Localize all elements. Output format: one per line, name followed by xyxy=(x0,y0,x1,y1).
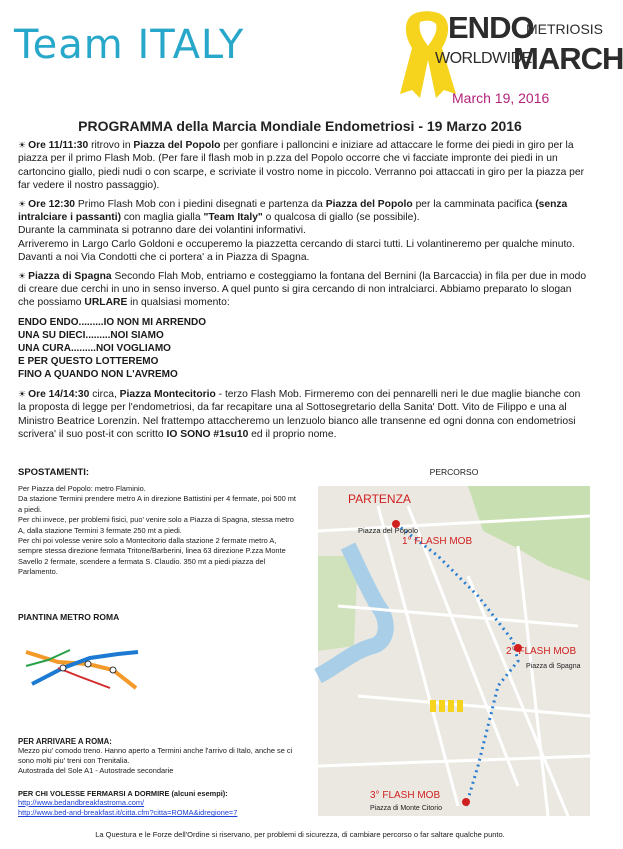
place-spagna: Piazza di Spagna xyxy=(526,663,581,670)
footer-note: La Questura e le Forze dell'Ordine si riservano, per problemi di sicurezza, di cambiare percorso o far saltare qualche punto. xyxy=(95,830,505,839)
slogan-line: UNA CURA.........NOI VOGLIAMO xyxy=(18,342,171,354)
text-span: Durante la camminata si potranno dare dei volantini informativi. xyxy=(18,225,306,237)
arrive-line: Autostrada del Sole A1 - Autostrade secondarie xyxy=(18,766,174,776)
program-body xyxy=(18,139,590,447)
percorso-section xyxy=(318,467,590,816)
endometriosis-march-logo xyxy=(398,8,623,108)
paragraph-3 xyxy=(18,270,590,310)
logo-worldwide: WORLDWIDE xyxy=(435,50,532,67)
text-span: ritrovo in xyxy=(88,140,134,151)
flash-marker xyxy=(462,798,470,806)
spostamenti-line: Per chi poi volesse venire solo a Montecitorio dalla stazione 2 fermate metro A, sempre stessa direzione fermata Tritone/Barberini, linea 63 direzione P.zza Monte Savello 2 fermate, scendere a fermata S. Claudio. 350 mt a piedi piazza del Parlamento. xyxy=(18,536,286,577)
text-span: in qualsiasi momento: xyxy=(127,297,230,309)
text-span: con maglia gialla xyxy=(121,212,204,224)
paragraph-4 xyxy=(18,388,590,442)
logo-endo: ENDO xyxy=(448,10,534,45)
text-span: ed il proprio nome. xyxy=(248,429,337,441)
hashtag-label: IO SONO #1su10 xyxy=(166,429,249,441)
spostamenti-text xyxy=(18,484,296,578)
team-title: Team ITALY xyxy=(14,22,245,68)
text-span: Secondo Flah Mob, entriamo e costeggiamo la fontana del Bernini (la Barcaccia) in fila per due in modo di creare due cerchi in uno in senso inverso. A quel punto si gira cercando di non intralciarci. Abbiamo preparato lo slogan che possiamo xyxy=(18,270,587,309)
flash-mob-2-label: 2° FLASH MOB xyxy=(506,646,577,657)
spostamenti-line: Per chi invece, per problemi fisici, puo' venire solo a Piazza di Spagna, stessa metro A, dalla stazione Termini 3 fermate 250 mt a piedi. xyxy=(18,515,294,535)
time-label: Ore 12:30 xyxy=(28,198,76,210)
time-label: Ore 14/14:30 xyxy=(28,388,90,400)
slogan-line: FINO A QUANDO NON L'AVREMO xyxy=(18,368,178,380)
paragraph-2 xyxy=(18,198,590,265)
paragraph-1 xyxy=(18,139,590,193)
sun-bullet-icon: ☀ xyxy=(18,270,27,281)
partenza-label: PARTENZA xyxy=(348,492,411,506)
place-label: Piazza Montecitorio xyxy=(119,388,216,400)
slogan-line: UNA SU DIECI.........NOI SIAMO xyxy=(18,329,164,341)
place-label: Piazza del Popolo xyxy=(133,140,221,151)
arrive-heading: PER ARRIVARE A ROMA: xyxy=(18,736,112,746)
team-italy-label: "Team Italy" xyxy=(203,212,263,224)
program-title: PROGRAMMA della Marcia Mondiale Endometriosi - 19 Marzo 2016 xyxy=(78,118,522,134)
time-label: Ore 11/11:30 xyxy=(28,140,89,151)
text-span: o qualcosa di giallo (se possibile). xyxy=(262,212,420,224)
sun-bullet-icon: ☀ xyxy=(18,140,27,150)
metro-map-title: PIANTINA METRO ROMA xyxy=(18,611,120,622)
bold-note: (senza intralciare i passanti) xyxy=(18,198,568,224)
flash-mob-1-label: 1° FLASH MOB xyxy=(402,536,473,547)
place-popolo: Piazza del Popolo xyxy=(358,526,419,535)
text-span: circa, xyxy=(89,388,120,400)
arrive-line: Mezzo piu' comodo treno. Hanno aperto a Termini anche l'arrivo di Italo, anche se ci sono molti piu' treni con Trenitalia. xyxy=(18,745,293,766)
text-span: Arriveremo in Largo Carlo Goldoni e occuperemo la piazzetta cercando di starci tutti. Li volantineremo per qualche minuto. Davanti a noi Via Condotti che ci portera' a in Piazza di Spagna. xyxy=(18,238,575,264)
logo-date: March 19, 2016 xyxy=(452,90,550,106)
arrive-text xyxy=(18,746,296,777)
bnb-link[interactable]: http://www.bed-and-breakfast.it/citta.cfm?citta=ROMA&idregione=7 xyxy=(18,808,238,818)
metro-map-image xyxy=(18,628,288,698)
spostamenti-section xyxy=(18,467,296,819)
route-map-image xyxy=(318,486,590,816)
route-map xyxy=(318,486,590,816)
sleep-heading: PER CHI VOLESSE FERMARSI A DORMIRE (alcuni esempi): xyxy=(18,788,228,798)
slogan-line: E PER QUESTO LOTTEREMO xyxy=(18,355,159,367)
place-montecitorio: Piazza di Monte Citorio xyxy=(370,805,442,812)
text-span: per la camminata pacifica xyxy=(412,198,536,210)
place-label: Piazza di Spagna xyxy=(28,270,112,282)
spostamenti-line: Da stazione Termini prendere metro A in direzione Battistini per 4 fermate, poi 500 mt a piedi. xyxy=(18,494,296,514)
spostamenti-line: Per Piazza del Popolo: metro Flaminio. xyxy=(18,484,146,493)
flash-mob-3-label: 3° FLASH MOB xyxy=(370,790,441,801)
sun-bullet-icon: ☀ xyxy=(18,198,27,209)
place-label: Piazza del Popolo xyxy=(325,198,413,210)
text-span: Primo Flash Mob con i piedini disegnati e partenza da xyxy=(75,198,326,210)
logo-march: MARCH xyxy=(513,41,623,76)
text-span: - terzo Flash Mob. Firmeremo con dei pennarelli neri le due maglie bianche con la proposta di legge per l'endometriosi, da far recapitare una al Sottosegretario della Sanita' Dott. Vito de Filippo e una al Ministro Beatrice Lorenzin. Nel frattempo attaccheremo un lenzuolo bianco alle transenne ed ogni donna con endometriosi scrivera' il suo post-it con scritto xyxy=(18,388,581,441)
spostamenti-heading: SPOSTAMENTI: xyxy=(18,467,90,478)
logo-metriosis: METRIOSIS xyxy=(526,21,604,37)
sun-bullet-icon: ☀ xyxy=(18,388,27,399)
slogan xyxy=(18,316,590,381)
shout-label: URLARE xyxy=(84,297,128,309)
percorso-heading: PERCORSO xyxy=(429,467,479,477)
text-span: per gonfiare i palloncini e iniziare ad attaccare le forme dei piedi in giro per la piazza per il primo Flash Mob. (Per fare il flash mob in p.zza del Popolo occorre che vi facciate impronte dei piedi in un cartoncino giallo, piedi nudi o con scarpe, e scriviate il vostro nome in piccolo. Verranno poi attaccati in giro per la piazza per far vedere il nostro passaggio). xyxy=(18,140,585,192)
slogan-line: ENDO ENDO.........IO NON MI ARRENDO xyxy=(18,316,206,328)
bnb-link[interactable]: http://www.bedandbreakfastroma.com/ xyxy=(18,797,145,807)
header xyxy=(0,0,623,112)
